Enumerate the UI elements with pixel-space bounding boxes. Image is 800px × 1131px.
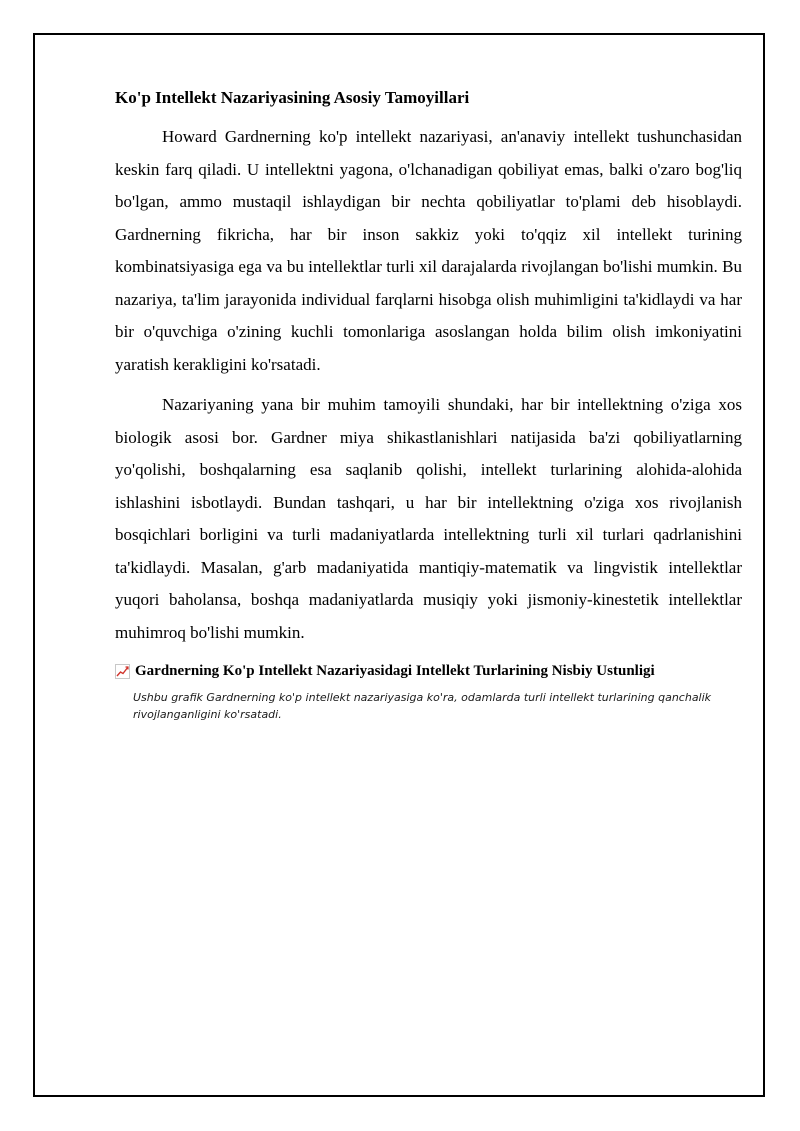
paragraph-1: Howard Gardnerning ko'p intellekt nazariyasi, an'anaviy intellekt tushunchasidan keskin farq qiladi. U intellektni yagona, o'lchanadigan qobiliyat emas, balki o'zaro bog'liq bo'lgan, ammo mustaqil ishlaydigan bir nechta qobiliyatlar to'plami deb hisoblaydi. Gardnerning fikricha, har bir inson sakkiz yoki to'qqiz xil intellekt turining kombinatsiyasiga ega va bu intellektlar turli xil darajalarda rivojlangan bo'lishi mumkin. Bu nazariya, ta'lim jarayonida individual farqlarni hisobga olish muhimligini ta'kidlaydi va har bir o'quvchiga o'zining kuchli tomonlariga asoslangan holda bilim olish imkoniyatini yaratish kerakligini ko'rsatadi. (115, 127, 742, 374)
document-content (115, 86, 742, 723)
chart-increasing-icon (115, 664, 130, 679)
figure-title-row (115, 661, 742, 681)
paragraph-2: Nazariyaning yana bir muhim tamoyili shundaki, har bir intellektning o'ziga xos biologik asosi bor. Gardner miya shikastlanishlari natijasida ba'zi qobiliyatlarning yo'qolishi, boshqalarning esa saqlanib qolishi, intellekt turlarining alohida-alohida ishlashini isbotlaydi. Bundan tashqari, u har bir intellektning o'ziga xos rivojlanish bosqichlari borligini va turli madaniyatlarda intellektning turli xil turlari qadrlanishini ta'kidlaydi. Masalan, g'arb madaniyatida mantiqiy-matematik va lingvistik intellektlar yuqori baholansa, boshqa madaniyatlarda musiqiy yoki jismoniy-kinestetik intellektlar muhimroq bo'lishi mumkin. (115, 395, 742, 642)
figure (115, 661, 742, 723)
figure-caption: Ushbu grafik Gardnerning ko'p intellekt nazariyasiga ko'ra, odamlarda turli intellekt turlarining qanchalik rivojlanganligini ko'rsatadi. (133, 691, 712, 721)
section-title: Ko'p Intellekt Nazariyasining Asosiy Tamoyillari (115, 88, 470, 107)
figure-title: Gardnerning Ko'p Intellekt Nazariyasidagi Intellekt Turlarining Nisbiy Ustunligi (135, 663, 655, 679)
